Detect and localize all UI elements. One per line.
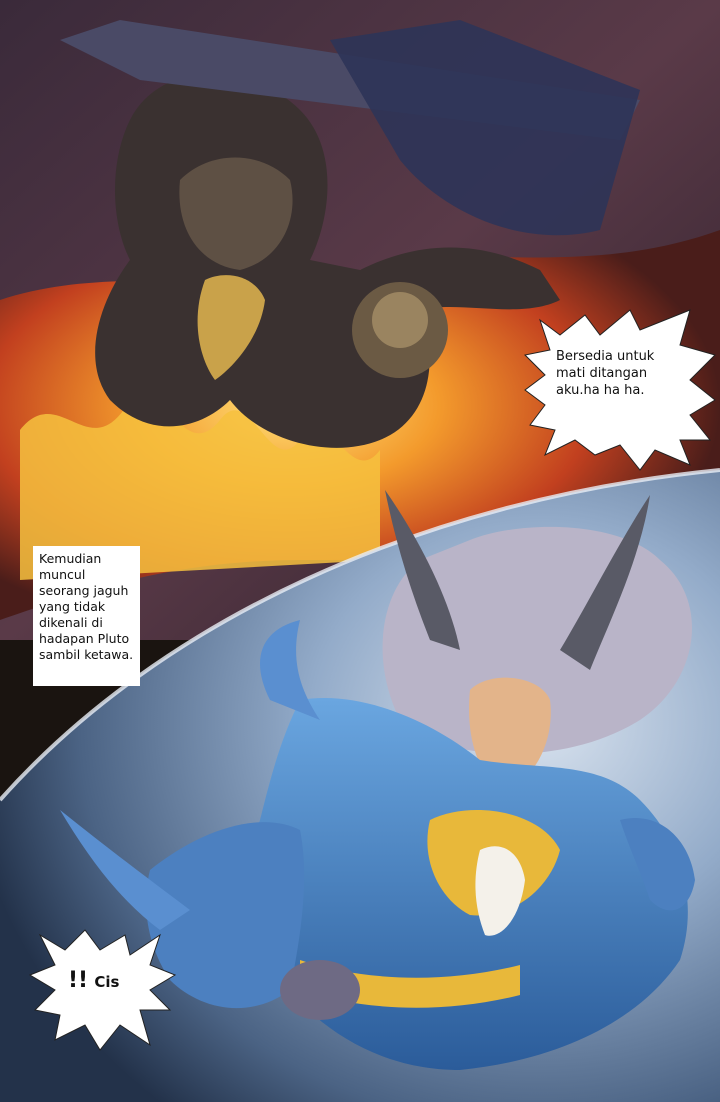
speech-bubble-text: Bersedia untuk mati ditangan aku.ha ha ha. <box>556 349 655 398</box>
exclamation-bubble-text <box>68 968 158 993</box>
exclamation-word: Cis <box>94 973 120 991</box>
narration-caption: Kemudian muncul seorang jaguh yang tidak dikenali di hadapan Pluto sambil ketawa. <box>33 546 140 686</box>
exclamation-marks: !! <box>68 968 89 993</box>
